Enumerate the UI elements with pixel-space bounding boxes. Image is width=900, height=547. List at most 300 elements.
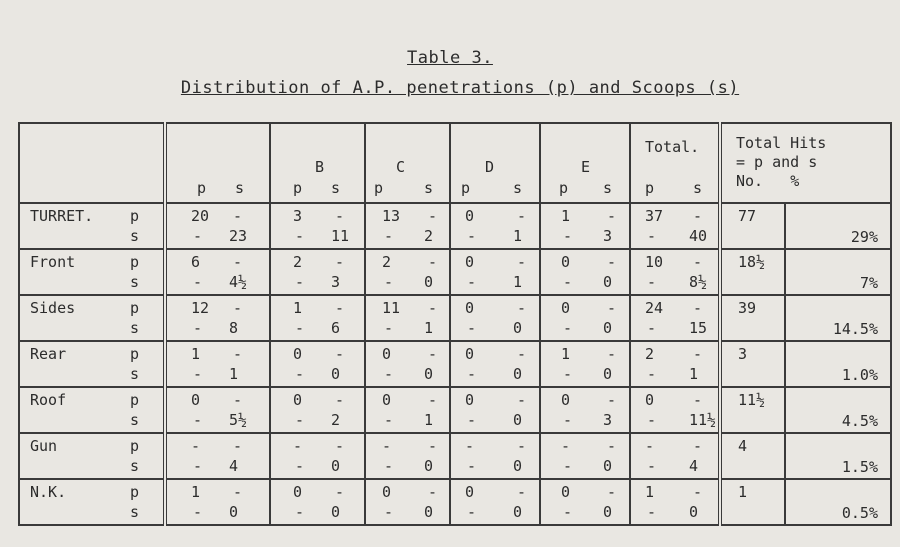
header-p: p bbox=[559, 179, 569, 197]
total-cell bbox=[630, 479, 720, 525]
dash: - bbox=[607, 483, 617, 501]
p-value: - bbox=[191, 437, 201, 455]
dash: - bbox=[467, 411, 477, 429]
group-cell bbox=[270, 387, 365, 433]
p-value: 0 bbox=[561, 483, 571, 501]
s-value: 0 bbox=[331, 503, 341, 521]
group-cell bbox=[270, 479, 365, 525]
s-value: 11 bbox=[331, 227, 350, 245]
dash: - bbox=[607, 207, 617, 225]
hits-divider bbox=[784, 387, 786, 433]
dash: - bbox=[647, 365, 657, 383]
s-value: 0 bbox=[513, 319, 523, 337]
hits-number: 4 bbox=[738, 437, 748, 455]
dash: - bbox=[517, 253, 527, 271]
p-value: 2 bbox=[645, 345, 655, 363]
table-subtitle: Distribution of A.P. penetrations (p) and Scoops (s) bbox=[180, 78, 740, 98]
dash: - bbox=[428, 483, 438, 501]
s-value: 0 bbox=[229, 503, 239, 521]
hits-number: 39 bbox=[738, 299, 757, 317]
row-label-cell bbox=[19, 295, 165, 341]
group-cell bbox=[270, 249, 365, 295]
header-p: p bbox=[293, 179, 303, 197]
dash: - bbox=[693, 345, 703, 363]
p-value: 0 bbox=[465, 207, 475, 225]
dash: - bbox=[384, 365, 394, 383]
dash: - bbox=[193, 273, 203, 291]
row-name: Gun bbox=[30, 437, 58, 455]
dash: - bbox=[335, 391, 345, 409]
header-row bbox=[19, 123, 891, 203]
group-cell bbox=[450, 433, 540, 479]
s-value: 0 bbox=[513, 411, 523, 429]
s-value: 11½ bbox=[689, 411, 717, 429]
hits-percent: 4.5% bbox=[841, 412, 878, 430]
header-total bbox=[630, 123, 720, 203]
dash: - bbox=[428, 207, 438, 225]
p-value: - bbox=[645, 437, 655, 455]
s-value: 0 bbox=[424, 273, 434, 291]
row-label-cell bbox=[19, 433, 165, 479]
dash: - bbox=[384, 411, 394, 429]
p-value: 1 bbox=[191, 345, 201, 363]
header-p: p bbox=[461, 179, 471, 197]
hits-percent: 1.0% bbox=[841, 366, 878, 384]
hits-number: 3 bbox=[738, 345, 748, 363]
p-value: - bbox=[465, 437, 475, 455]
dash: - bbox=[607, 437, 617, 455]
hits-divider bbox=[784, 433, 786, 479]
header-group-c bbox=[365, 123, 450, 203]
dash: - bbox=[233, 253, 243, 271]
group-cell bbox=[540, 249, 630, 295]
group-cell bbox=[165, 479, 270, 525]
dash: - bbox=[193, 503, 203, 521]
header-letter-b: B bbox=[315, 158, 325, 176]
s-value: 0 bbox=[603, 365, 613, 383]
p-value: 12 bbox=[191, 299, 210, 317]
group-cell bbox=[165, 203, 270, 249]
p-value: 0 bbox=[465, 299, 475, 317]
dash: - bbox=[517, 299, 527, 317]
dash: - bbox=[295, 227, 305, 245]
row-name: Roof bbox=[30, 391, 67, 409]
group-cell bbox=[450, 479, 540, 525]
dash: - bbox=[384, 503, 394, 521]
dash: - bbox=[193, 457, 203, 475]
p-value: 0 bbox=[561, 391, 571, 409]
dash: - bbox=[563, 411, 573, 429]
dash: - bbox=[233, 483, 243, 501]
group-cell bbox=[270, 433, 365, 479]
dash: - bbox=[693, 391, 703, 409]
row-name: Front bbox=[30, 253, 76, 271]
p-value: 2 bbox=[293, 253, 303, 271]
dash: - bbox=[295, 457, 305, 475]
dash: - bbox=[563, 273, 573, 291]
distribution-table-wrap bbox=[18, 122, 890, 547]
dash: - bbox=[233, 345, 243, 363]
p-value: 20 bbox=[191, 207, 210, 225]
group-cell bbox=[450, 341, 540, 387]
s-value: 0 bbox=[331, 457, 341, 475]
header-group-d bbox=[450, 123, 540, 203]
group-cell bbox=[165, 341, 270, 387]
s-value: 0 bbox=[331, 365, 341, 383]
hits-divider bbox=[784, 203, 786, 249]
dash: - bbox=[693, 207, 703, 225]
p-value: 0 bbox=[645, 391, 655, 409]
group-cell bbox=[540, 341, 630, 387]
s-value: 0 bbox=[689, 503, 699, 521]
header-total-hits bbox=[720, 123, 891, 203]
row-label-cell bbox=[19, 479, 165, 525]
dash: - bbox=[467, 319, 477, 337]
group-cell bbox=[450, 295, 540, 341]
row-p-marker: p bbox=[130, 253, 140, 271]
header-total-label: Total. bbox=[645, 138, 700, 156]
p-value: 0 bbox=[465, 483, 475, 501]
header-letter-c: C bbox=[396, 158, 406, 176]
s-value: 0 bbox=[424, 365, 434, 383]
s-value: 8½ bbox=[689, 273, 708, 291]
dash: - bbox=[563, 457, 573, 475]
header-p: p bbox=[645, 179, 655, 197]
table-row bbox=[19, 433, 891, 479]
table-row bbox=[19, 479, 891, 525]
header-group-a bbox=[165, 123, 270, 203]
p-value: 0 bbox=[382, 483, 392, 501]
hits-number: 11½ bbox=[738, 391, 766, 409]
row-s-marker: s bbox=[130, 411, 140, 429]
group-cell bbox=[540, 433, 630, 479]
p-value: 0 bbox=[465, 391, 475, 409]
p-value: - bbox=[561, 437, 571, 455]
header-p: p bbox=[374, 179, 384, 197]
s-value: 4½ bbox=[229, 273, 248, 291]
hits-number: 1 bbox=[738, 483, 748, 501]
total-cell bbox=[630, 341, 720, 387]
s-value: 0 bbox=[513, 457, 523, 475]
dash: - bbox=[384, 227, 394, 245]
dash: - bbox=[295, 319, 305, 337]
total-hits-cell bbox=[720, 295, 891, 341]
s-value: 0 bbox=[424, 503, 434, 521]
row-name: TURRET. bbox=[30, 207, 94, 225]
dash: - bbox=[607, 253, 617, 271]
header-s: s bbox=[331, 179, 341, 197]
group-cell bbox=[450, 387, 540, 433]
table-title: Table 3. bbox=[407, 48, 493, 68]
dash: - bbox=[607, 345, 617, 363]
p-value: 24 bbox=[645, 299, 664, 317]
p-value: 1 bbox=[191, 483, 201, 501]
dash: - bbox=[428, 437, 438, 455]
header-group-b bbox=[270, 123, 365, 203]
p-value: 37 bbox=[645, 207, 664, 225]
p-value: 0 bbox=[561, 299, 571, 317]
dash: - bbox=[295, 411, 305, 429]
dash: - bbox=[428, 299, 438, 317]
group-cell bbox=[540, 387, 630, 433]
hits-divider bbox=[784, 341, 786, 387]
row-p-marker: p bbox=[130, 345, 140, 363]
dash: - bbox=[693, 253, 703, 271]
group-cell bbox=[540, 203, 630, 249]
s-value: 1 bbox=[689, 365, 699, 383]
header-group-e bbox=[540, 123, 630, 203]
dash: - bbox=[693, 483, 703, 501]
dash: - bbox=[693, 437, 703, 455]
s-value: 3 bbox=[603, 227, 613, 245]
s-value: 15 bbox=[689, 319, 708, 337]
group-cell bbox=[365, 341, 450, 387]
p-value: 0 bbox=[382, 345, 392, 363]
group-cell bbox=[540, 295, 630, 341]
group-cell bbox=[450, 203, 540, 249]
dash: - bbox=[647, 273, 657, 291]
dash: - bbox=[517, 437, 527, 455]
p-value: 1 bbox=[645, 483, 655, 501]
group-cell bbox=[365, 249, 450, 295]
s-value: 4 bbox=[229, 457, 239, 475]
dash: - bbox=[647, 319, 657, 337]
dash: - bbox=[295, 365, 305, 383]
s-value: 1 bbox=[513, 227, 523, 245]
s-value: 0 bbox=[513, 365, 523, 383]
dash: - bbox=[428, 345, 438, 363]
header-letter-e: E bbox=[581, 158, 591, 176]
group-cell bbox=[365, 295, 450, 341]
total-cell bbox=[630, 433, 720, 479]
header-s: s bbox=[513, 179, 523, 197]
group-cell bbox=[365, 203, 450, 249]
row-p-marker: p bbox=[130, 207, 140, 225]
dash: - bbox=[563, 319, 573, 337]
total-hits-cell bbox=[720, 203, 891, 249]
header-s: s bbox=[424, 179, 434, 197]
group-cell bbox=[365, 479, 450, 525]
p-value: 1 bbox=[561, 207, 571, 225]
dash: - bbox=[335, 483, 345, 501]
row-label-cell bbox=[19, 203, 165, 249]
dash: - bbox=[517, 207, 527, 225]
row-p-marker: p bbox=[130, 483, 140, 501]
table-row bbox=[19, 387, 891, 433]
s-value: 2 bbox=[424, 227, 434, 245]
s-value: 0 bbox=[603, 273, 613, 291]
row-s-marker: s bbox=[130, 503, 140, 521]
group-cell bbox=[165, 387, 270, 433]
p-value: 0 bbox=[293, 391, 303, 409]
hits-divider bbox=[784, 295, 786, 341]
header-s: s bbox=[693, 179, 703, 197]
row-label-cell bbox=[19, 341, 165, 387]
s-value: 0 bbox=[424, 457, 434, 475]
dash: - bbox=[384, 457, 394, 475]
s-value: 1 bbox=[424, 411, 434, 429]
table-row bbox=[19, 203, 891, 249]
p-value: 11 bbox=[382, 299, 401, 317]
row-name: N.K. bbox=[30, 483, 67, 501]
dash: - bbox=[647, 411, 657, 429]
dash: - bbox=[693, 299, 703, 317]
row-s-marker: s bbox=[130, 457, 140, 475]
row-s-marker: s bbox=[130, 319, 140, 337]
table-row bbox=[19, 295, 891, 341]
s-value: 4 bbox=[689, 457, 699, 475]
header-p: p bbox=[197, 179, 207, 197]
group-cell bbox=[270, 203, 365, 249]
dash: - bbox=[193, 365, 203, 383]
group-cell bbox=[450, 249, 540, 295]
dash: - bbox=[335, 345, 345, 363]
s-value: 1 bbox=[513, 273, 523, 291]
distribution-table-body bbox=[18, 202, 892, 526]
dash: - bbox=[335, 253, 345, 271]
dash: - bbox=[193, 319, 203, 337]
header-label-cell bbox=[19, 123, 165, 203]
group-cell bbox=[365, 387, 450, 433]
s-value: 8 bbox=[229, 319, 239, 337]
row-name: Sides bbox=[30, 299, 76, 317]
total-hits-cell bbox=[720, 387, 891, 433]
dash: - bbox=[233, 437, 243, 455]
group-cell bbox=[270, 295, 365, 341]
hits-percent: 29% bbox=[850, 228, 878, 246]
p-value: 3 bbox=[293, 207, 303, 225]
hits-percent: 7% bbox=[859, 274, 878, 292]
p-value: 13 bbox=[382, 207, 401, 225]
s-value: 1 bbox=[424, 319, 434, 337]
hits-percent: 1.5% bbox=[841, 458, 878, 476]
total-cell bbox=[630, 387, 720, 433]
p-value: 6 bbox=[191, 253, 201, 271]
header-letter-d: D bbox=[485, 158, 495, 176]
dash: - bbox=[517, 483, 527, 501]
p-value: 0 bbox=[465, 253, 475, 271]
s-value: 23 bbox=[229, 227, 248, 245]
total-cell bbox=[630, 249, 720, 295]
p-value: - bbox=[382, 437, 392, 455]
dash: - bbox=[233, 299, 243, 317]
hits-divider bbox=[784, 479, 786, 525]
p-value: 2 bbox=[382, 253, 392, 271]
dash: - bbox=[647, 503, 657, 521]
p-value: 0 bbox=[293, 345, 303, 363]
row-label-cell bbox=[19, 249, 165, 295]
total-hits-cell bbox=[720, 479, 891, 525]
row-s-marker: s bbox=[130, 227, 140, 245]
dash: - bbox=[193, 411, 203, 429]
dash: - bbox=[607, 391, 617, 409]
dash: - bbox=[647, 227, 657, 245]
hits-divider bbox=[784, 249, 786, 295]
dash: - bbox=[335, 437, 345, 455]
s-value: 0 bbox=[603, 457, 613, 475]
row-s-marker: s bbox=[130, 365, 140, 383]
dash: - bbox=[647, 457, 657, 475]
dash: - bbox=[233, 391, 243, 409]
total-hits-cell bbox=[720, 249, 891, 295]
s-value: 2 bbox=[331, 411, 341, 429]
p-value: 0 bbox=[293, 483, 303, 501]
p-value: - bbox=[293, 437, 303, 455]
dash: - bbox=[467, 503, 477, 521]
dash: - bbox=[233, 207, 243, 225]
dash: - bbox=[467, 227, 477, 245]
s-value: 0 bbox=[603, 319, 613, 337]
dash: - bbox=[295, 503, 305, 521]
group-cell bbox=[365, 433, 450, 479]
dash: - bbox=[335, 207, 345, 225]
dash: - bbox=[563, 503, 573, 521]
dash: - bbox=[563, 365, 573, 383]
s-value: 40 bbox=[689, 227, 708, 245]
total-cell bbox=[630, 203, 720, 249]
dash: - bbox=[467, 457, 477, 475]
dash: - bbox=[428, 253, 438, 271]
s-value: 3 bbox=[603, 411, 613, 429]
s-value: 0 bbox=[513, 503, 523, 521]
dash: - bbox=[428, 391, 438, 409]
dash: - bbox=[517, 345, 527, 363]
row-p-marker: p bbox=[130, 391, 140, 409]
s-value: 0 bbox=[603, 503, 613, 521]
hits-percent: 14.5% bbox=[832, 320, 878, 338]
dash: - bbox=[467, 273, 477, 291]
row-p-marker: p bbox=[130, 437, 140, 455]
group-cell bbox=[165, 249, 270, 295]
group-cell bbox=[165, 433, 270, 479]
header-s: s bbox=[603, 179, 613, 197]
distribution-table bbox=[18, 122, 892, 204]
p-value: 0 bbox=[191, 391, 201, 409]
s-value: 1 bbox=[229, 365, 239, 383]
dash: - bbox=[193, 227, 203, 245]
row-s-marker: s bbox=[130, 273, 140, 291]
table-row bbox=[19, 249, 891, 295]
row-name: Rear bbox=[30, 345, 67, 363]
total-hits-cell bbox=[720, 433, 891, 479]
group-cell bbox=[165, 295, 270, 341]
hits-number: 18½ bbox=[738, 253, 766, 271]
dash: - bbox=[607, 299, 617, 317]
s-value: 6 bbox=[331, 319, 341, 337]
row-label-cell bbox=[19, 387, 165, 433]
hits-number: 77 bbox=[738, 207, 757, 225]
dash: - bbox=[384, 319, 394, 337]
p-value: 0 bbox=[561, 253, 571, 271]
dash: - bbox=[335, 299, 345, 317]
hits-percent: 0.5% bbox=[841, 504, 878, 522]
header-hits-label: Total Hits = p and s No. % bbox=[736, 134, 827, 190]
p-value: 1 bbox=[293, 299, 303, 317]
dash: - bbox=[517, 391, 527, 409]
s-value: 3 bbox=[331, 273, 341, 291]
group-cell bbox=[540, 479, 630, 525]
group-cell bbox=[270, 341, 365, 387]
total-hits-cell bbox=[720, 341, 891, 387]
dash: - bbox=[563, 227, 573, 245]
header-s: s bbox=[235, 179, 245, 197]
row-p-marker: p bbox=[130, 299, 140, 317]
table-row bbox=[19, 341, 891, 387]
total-cell bbox=[630, 295, 720, 341]
p-value: 10 bbox=[645, 253, 664, 271]
dash: - bbox=[467, 365, 477, 383]
p-value: 0 bbox=[382, 391, 392, 409]
